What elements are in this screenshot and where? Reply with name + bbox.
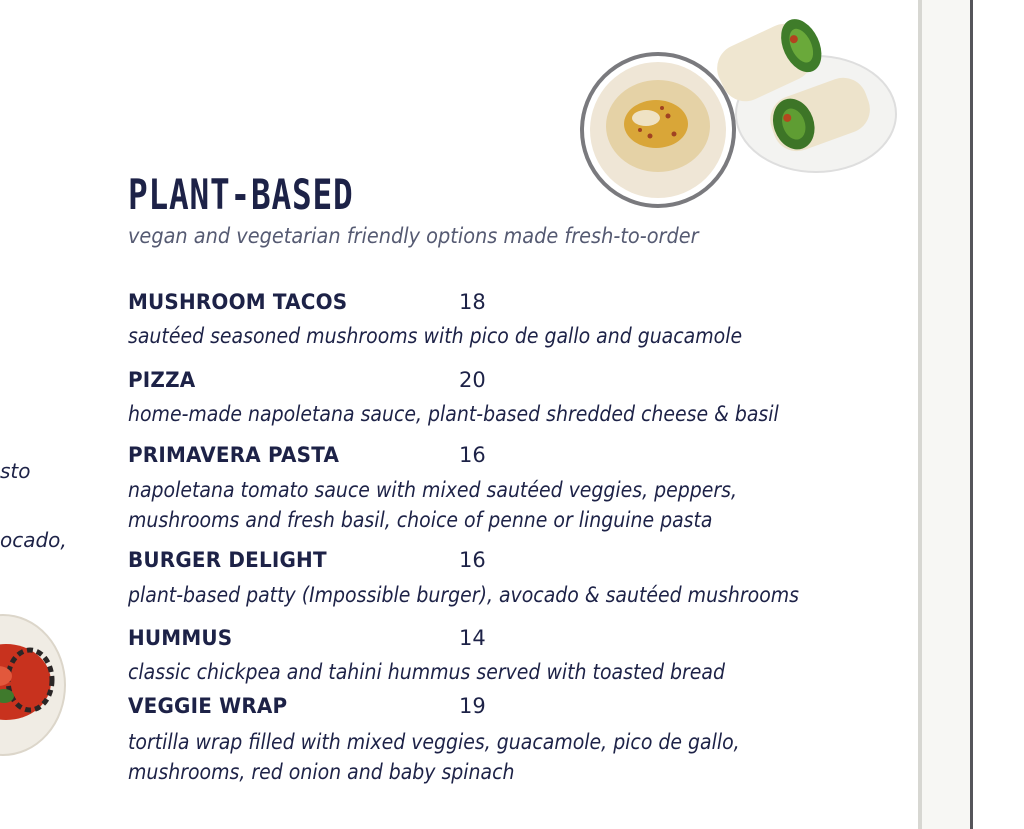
hummus-and-wrap-photo bbox=[580, 6, 900, 216]
menu-item-name: VEGGIE WRAP bbox=[128, 694, 288, 718]
menu-item-description: napoletana tomato sauce with mixed sautéed veggies, peppers, bbox=[128, 478, 738, 502]
menu-item-description: plant-based patty (Impossible burger), avocado & sautéed mushrooms bbox=[128, 583, 800, 607]
menu-item-description: mushrooms, red onion and baby spinach bbox=[128, 760, 515, 784]
menu-item-price: 16 bbox=[459, 443, 486, 467]
menu-item-price: 20 bbox=[459, 368, 486, 392]
previous-page-fragment: ocado, bbox=[0, 528, 67, 552]
menu-item-name: PIZZA bbox=[128, 368, 196, 392]
menu-item-name: PRIMAVERA PASTA bbox=[128, 443, 340, 467]
menu-item-name: MUSHROOM TACOS bbox=[128, 290, 348, 314]
menu-item-description: mushrooms and fresh basil, choice of penne or linguine pasta bbox=[128, 508, 713, 532]
menu-item-price: 19 bbox=[459, 694, 486, 718]
menu-item-price: 14 bbox=[459, 626, 486, 650]
outer-margin bbox=[973, 0, 1024, 829]
previous-page-fragment: sto bbox=[0, 459, 31, 483]
menu-item-description: classic chickpea and tahini hummus served with toasted bread bbox=[128, 660, 725, 684]
page-gutter bbox=[922, 0, 970, 829]
menu-item-price: 18 bbox=[459, 290, 486, 314]
menu-item-description: home-made napoletana sauce, plant-based shredded cheese & basil bbox=[128, 402, 779, 426]
menu-item-description: tortilla wrap filled with mixed veggies, guacamole, pico de gallo, bbox=[128, 730, 740, 754]
previous-dish-photo bbox=[0, 610, 66, 760]
menu-item-price: 16 bbox=[459, 548, 486, 572]
menu-item-name: HUMMUS bbox=[128, 626, 233, 650]
section-title: PLANT-BASED bbox=[128, 170, 354, 219]
menu-item-description: sautéed seasoned mushrooms with pico de gallo and guacamole bbox=[128, 324, 743, 348]
menu-item-name: BURGER DELIGHT bbox=[128, 548, 327, 572]
section-subtitle: vegan and vegetarian friendly options made fresh-to-order bbox=[128, 224, 699, 248]
